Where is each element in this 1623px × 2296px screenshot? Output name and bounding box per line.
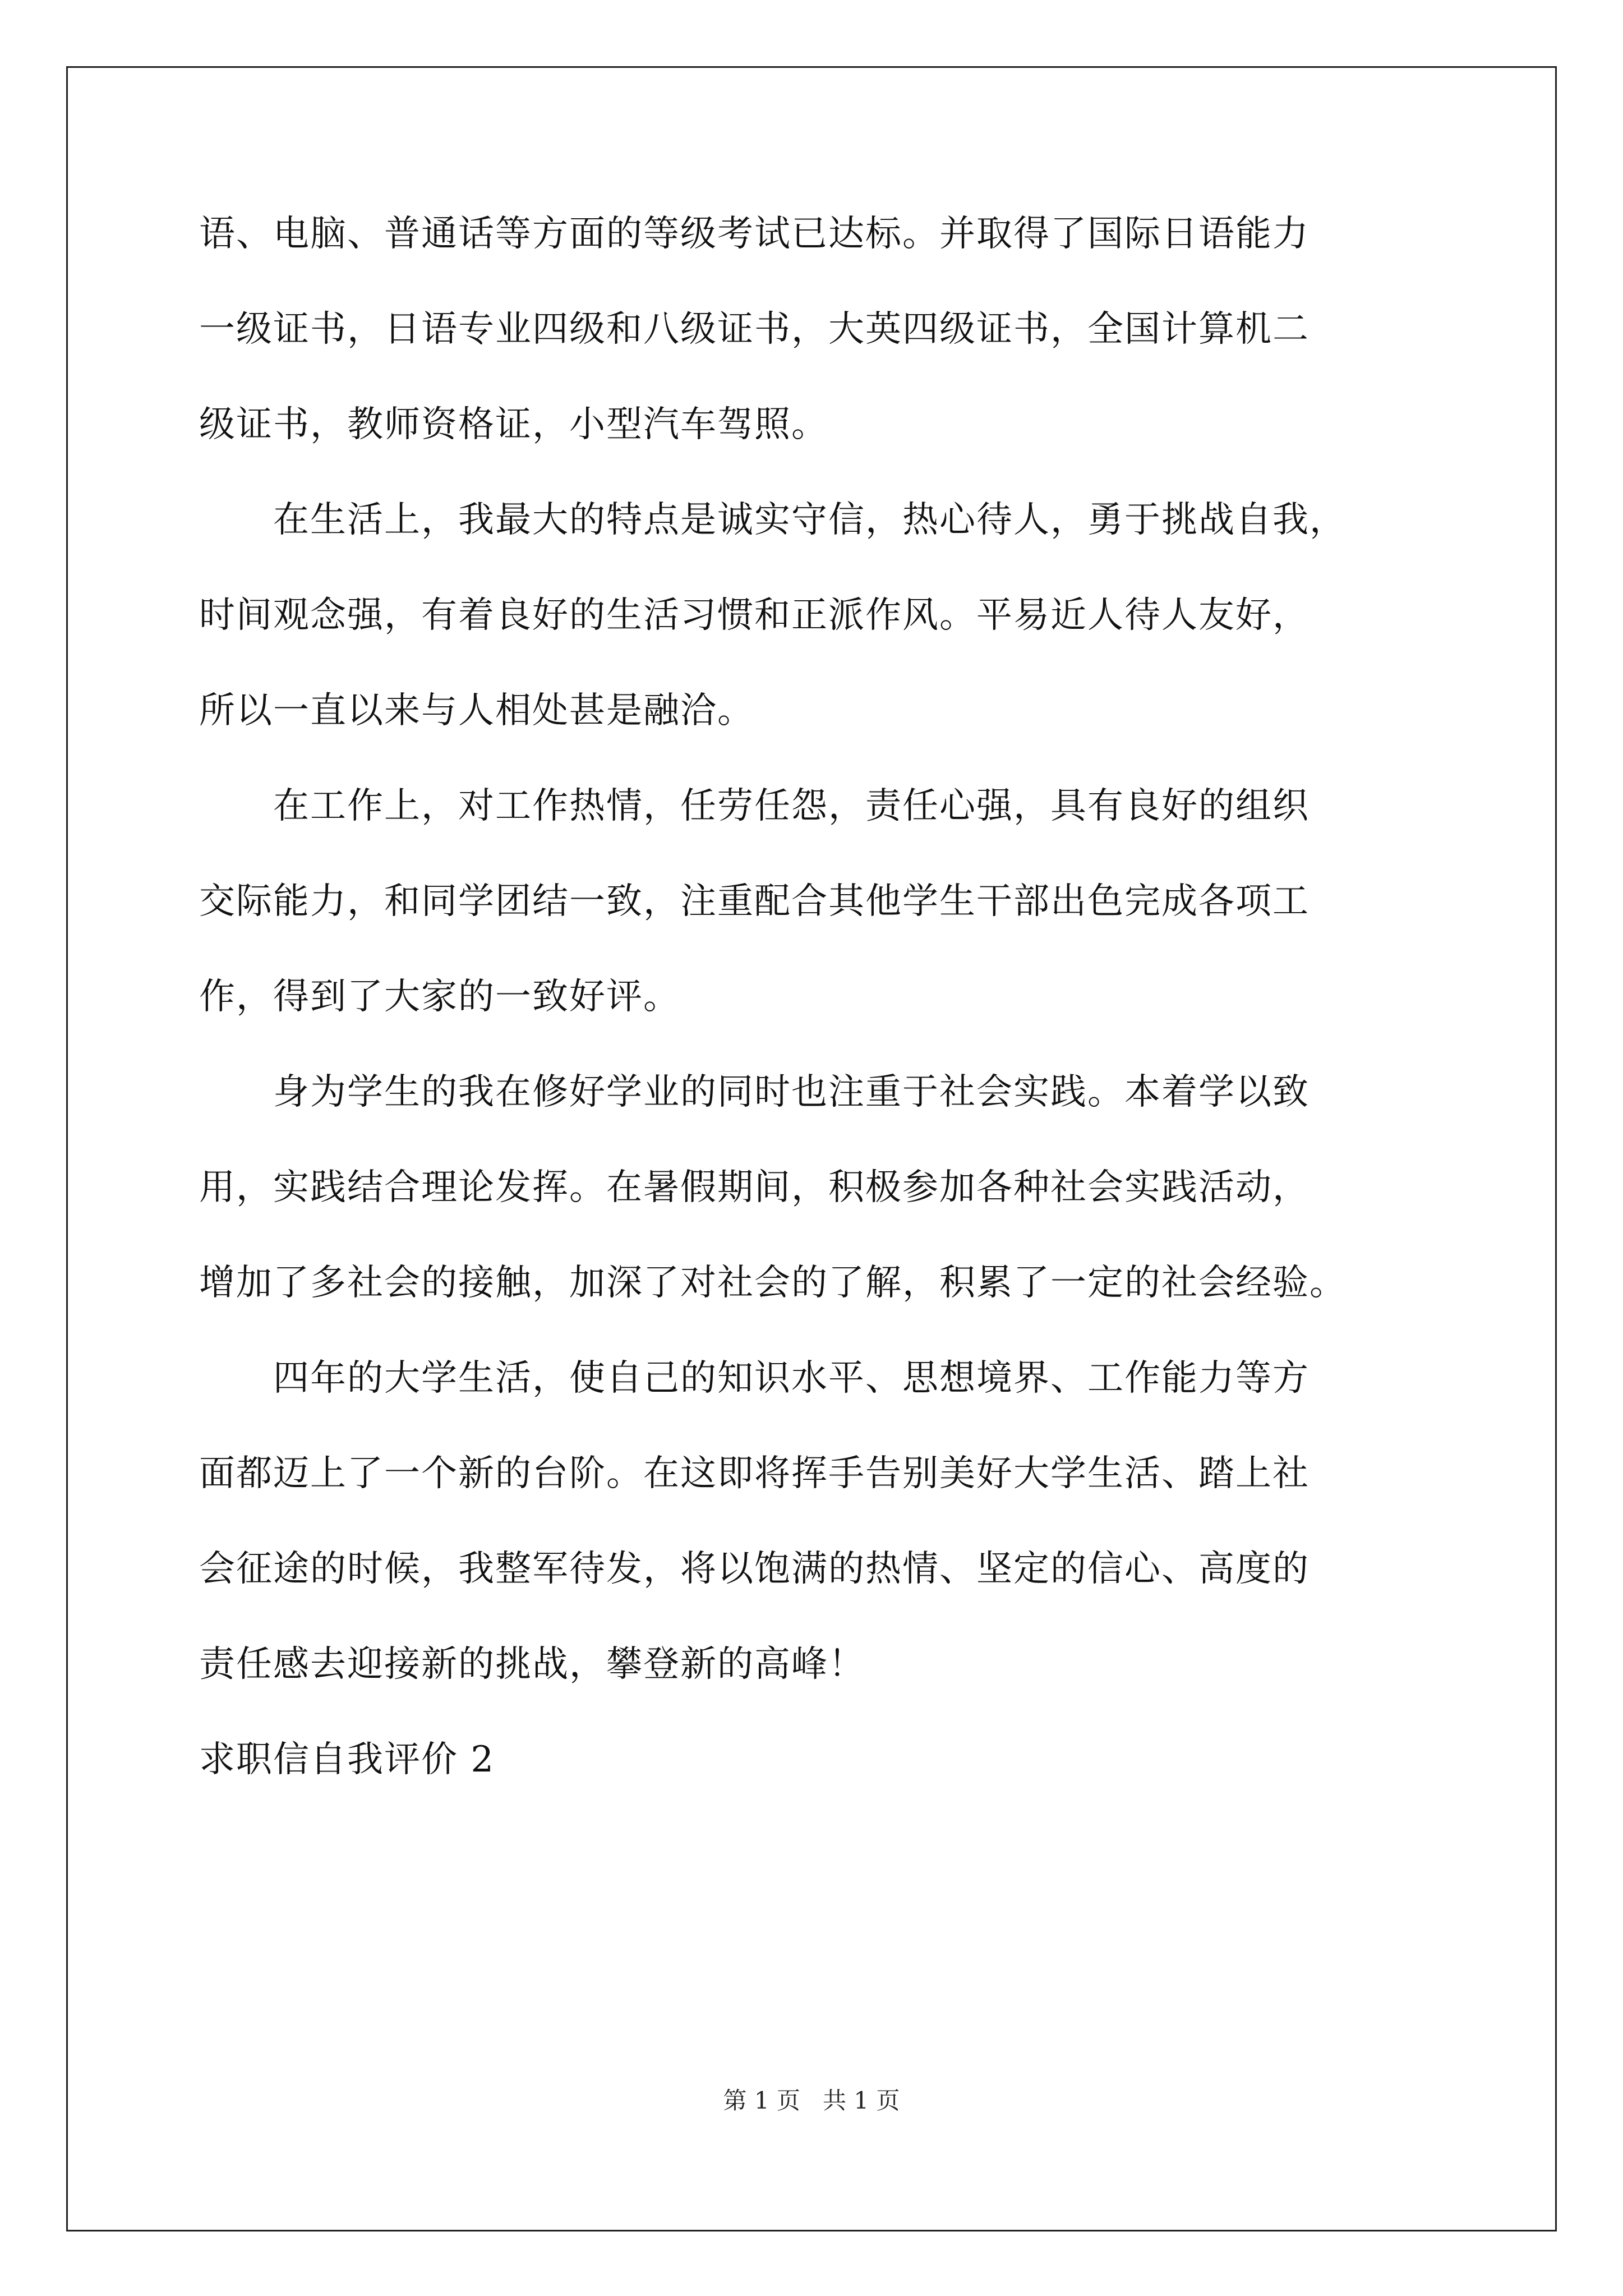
text-line: 作，得到了大家的一致好评。 bbox=[199, 976, 680, 1018]
paragraph-start-line: 四年的大学生活，使自己的知识水平、思想境界、工作能力等方 bbox=[199, 1358, 1310, 1399]
page-footer: 第 1 页 共 1 页 bbox=[723, 2087, 900, 2114]
text-line: 所以一直以来与人相处甚是融洽。 bbox=[199, 690, 754, 731]
text-line: 时间观念强，有着良好的生活习惯和正派作风。平易近人待人友好， bbox=[199, 595, 1310, 636]
section-heading: 求职信自我评价 2 bbox=[199, 1739, 495, 1780]
paragraph-start-line: 身为学生的我在修好学业的同时也注重于社会实践。本着学以致 bbox=[199, 1071, 1310, 1113]
text-line: 增加了多社会的接触，加深了对社会的了解，积累了一定的社会经验。 bbox=[199, 1262, 1347, 1304]
text-line: 语、电脑、普通话等方面的等级考试已达标。并取得了国际日语能力 bbox=[199, 213, 1310, 255]
text-line: 级证书，教师资格证，小型汽车驾照。 bbox=[199, 404, 828, 445]
text-line: 面都迈上了一个新的台阶。在这即将挥手告别美好大学生活、踏上社 bbox=[199, 1453, 1310, 1494]
paragraph-start-line: 在生活上，我最大的特点是诚实守信，热心待人，勇于挑战自我， bbox=[199, 499, 1347, 541]
text-line: 一级证书，日语专业四级和八级证书，大英四级证书，全国计算机二 bbox=[199, 309, 1310, 350]
text-line: 交际能力，和同学团结一致，注重配合其他学生干部出色完成各项工 bbox=[199, 881, 1310, 922]
text-line: 会征途的时候，我整军待发，将以饱满的热情、坚定的信心、高度的 bbox=[199, 1548, 1310, 1590]
text-line: 责任感去迎接新的挑战，攀登新的高峰！ bbox=[199, 1644, 865, 1685]
paragraph-start-line: 在工作上，对工作热情，任劳任怨，责任心强，具有良好的组织 bbox=[199, 785, 1310, 827]
page-border bbox=[66, 66, 1557, 2231]
text-line: 用，实践结合理论发挥。在暑假期间，积极参加各种社会实践活动， bbox=[199, 1167, 1310, 1208]
